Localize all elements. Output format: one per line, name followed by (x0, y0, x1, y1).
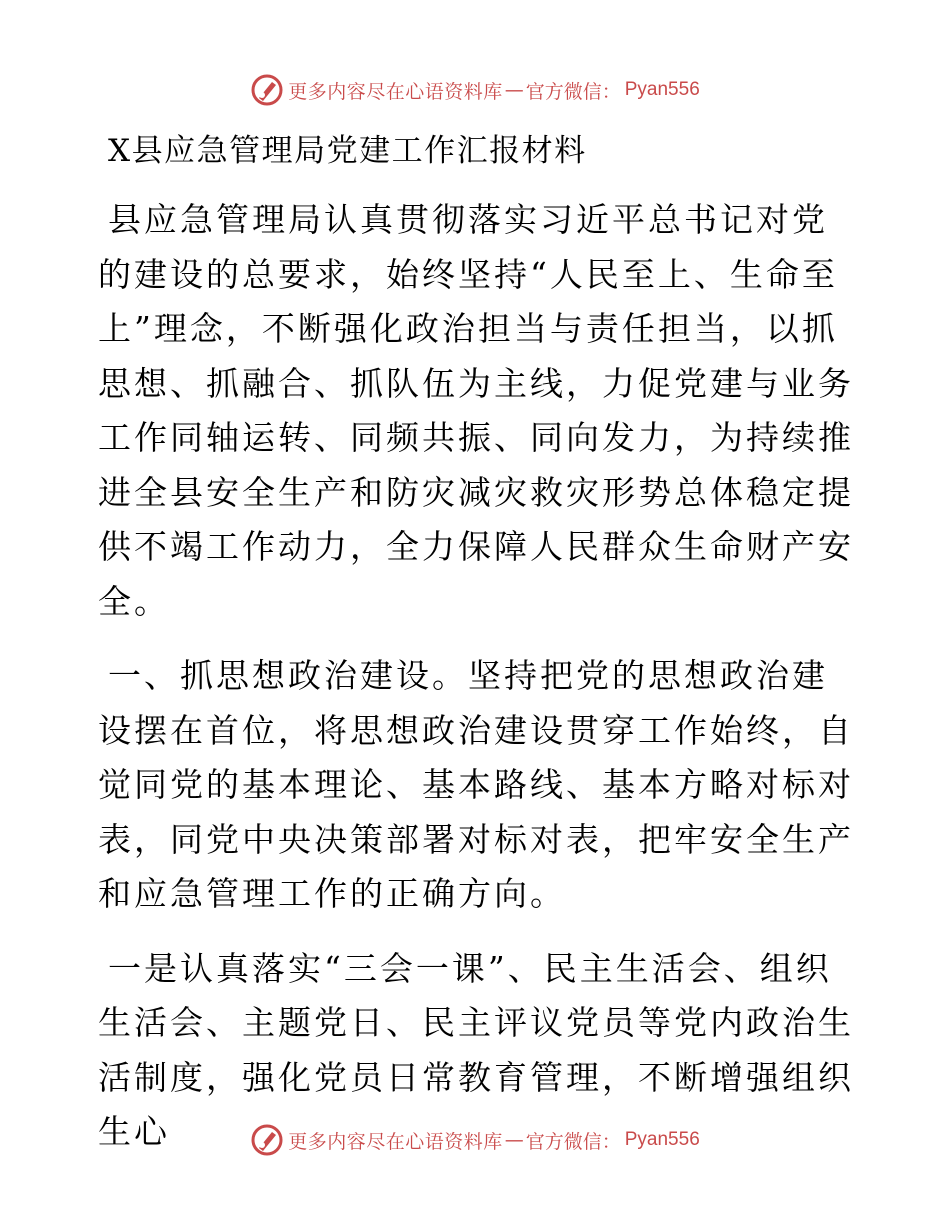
watermark-wechat-id: Pyan556 (624, 1129, 700, 1150)
document-title: X县应急管理局党建工作汇报材料 (108, 133, 587, 169)
paragraph-item-one: 一是认真落实“三会一课”、民主生活会、组织生活会、主题党日、民主评议党员等党内政治生活制度，强化党员日常教育管理，不断增强组织生心 (98, 948, 854, 1151)
paragraph-section-one: 一、抓思想政治建设。坚持把党的思想政治建设摆在首位，将思想政治建设贯穿工作始终，自觉同党的基本理论、基本路线、基本方略对标对表，同党中央决策部署对标对表，把牢安全生产和应急管理工作的正确方向。 (98, 656, 854, 913)
paragraph-intro: 县应急管理局认真贯彻落实习近平总书记对党的建设的总要求，始终坚持“人民至上、生命至上”理念，不断强化政治担当与责任担当，以抓思想、抓融合、抓队伍为主线，力促党建与业务工作同轴运转、同频共振、同向发力，为持续推进全县安全生产和防灾减灾救灾形势总体稳定提供不竭工作动力，全力保障人民群众生命财产安全。 (98, 200, 854, 621)
watermark-slogan: 更多内容尽在心语资料库 (288, 80, 503, 103)
watermark-banner-top (0, 70, 950, 110)
watermark-dash: — (504, 1129, 524, 1151)
red-pen-circle-logo-icon (250, 1123, 284, 1157)
watermark-wechat-id: Pyan556 (624, 79, 700, 100)
watermark-label: 官方微信： (525, 1130, 621, 1153)
watermark-label: 官方微信： (525, 80, 621, 103)
watermark-dash: — (504, 79, 524, 101)
red-pen-circle-logo-icon (250, 73, 284, 107)
watermark-banner-bottom (0, 1120, 950, 1160)
watermark-slogan: 更多内容尽在心语资料库 (288, 1130, 503, 1153)
document-body (98, 193, 858, 1180)
